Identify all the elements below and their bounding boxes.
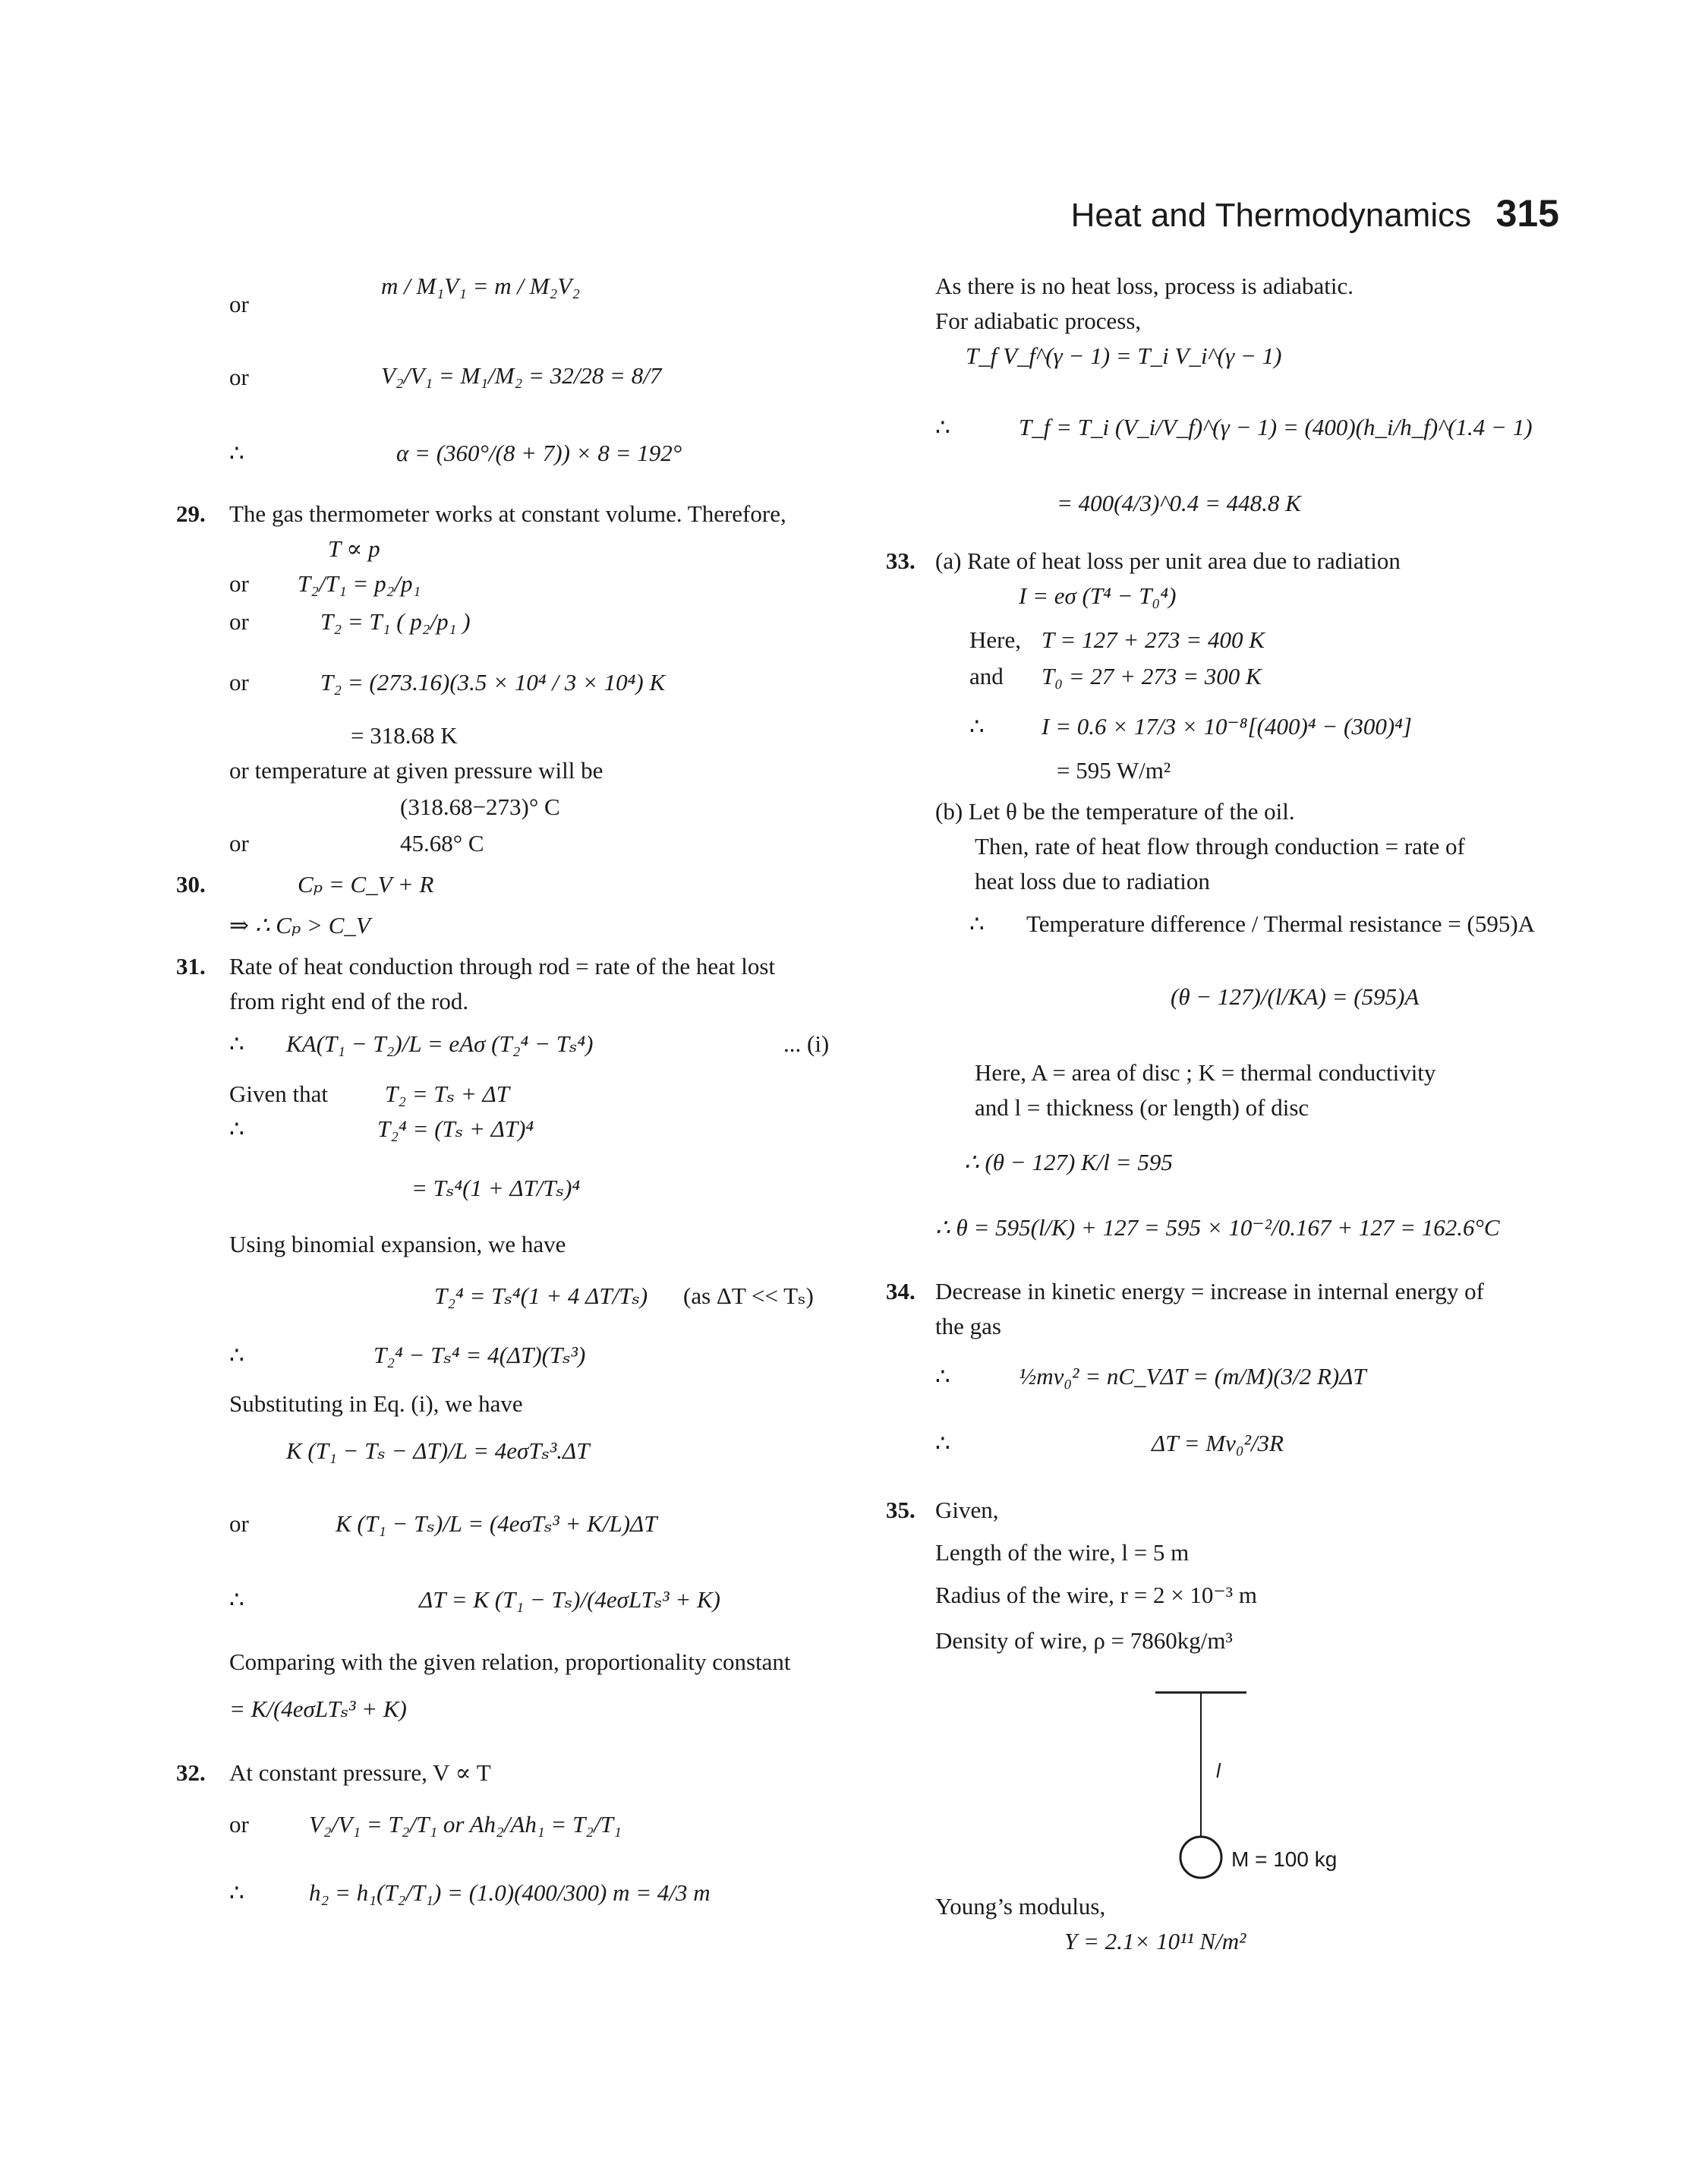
- text-35e: Young’s modulus,: [935, 1893, 1106, 1920]
- text-31e: Using binomial expansion, we have: [229, 1231, 566, 1257]
- eq-34a: ∴ ½mv₀² = nC_VΔT = (m/M)(3/2 R)ΔT: [935, 1363, 1366, 1390]
- wire-length-label: l: [1216, 1759, 1221, 1782]
- question-number: 34.: [886, 1278, 915, 1304]
- q32-heading: 32. At constant pressure, V ∝ T: [176, 1756, 844, 1796]
- q34-heading: 34. Decrease in kinetic energy = increase in internal energy of: [935, 1275, 1543, 1310]
- eq-32a: or V₂/V₁ = T₂/T₁ or Ah₂/Ah₁ = T₂/T₁: [229, 1811, 622, 1838]
- q35-heading: 35. Given,: [935, 1494, 1543, 1536]
- text-33i: heat loss due to radiation: [975, 868, 1210, 894]
- text-31h: Substituting in Eq. (i), we have: [229, 1390, 523, 1417]
- text-31b: from right end of the rod.: [229, 988, 469, 1014]
- eq-28a: or m / M₁V₁ = m / M₂V₂: [229, 273, 581, 317]
- mass-label: M = 100 kg: [1231, 1847, 1338, 1871]
- eq-31b: Given that T₂ = Tₛ + ΔT: [229, 1080, 509, 1107]
- eq-29e: = 318.68 K: [351, 722, 458, 749]
- q30-heading: 30. Cₚ = C_V + R: [176, 868, 844, 909]
- page-number: 315: [1495, 192, 1559, 235]
- q33-heading: 33. (a) Rate of heat loss per unit area due to radiation: [935, 544, 1543, 579]
- eq-30b: ⇒ ∴ Cₚ > C_V: [229, 912, 370, 939]
- left-column: [176, 270, 844, 1932]
- text-34b: the gas: [935, 1313, 1001, 1339]
- eq-28c: ∴ α = (360°/(8 + 7)) × 8 = 192°: [229, 440, 682, 466]
- eq-31i: K (T₁ − Tₛ − ΔT)/L = 4eσTₛ³.ΔT: [286, 1437, 590, 1464]
- eq-33j: ∴ Temperature difference / Thermal resistance = (595)A: [969, 910, 1536, 937]
- question-number: 30.: [176, 871, 206, 897]
- eq-33f: = 595 W/m²: [1057, 757, 1171, 784]
- eq-29b: or T₂/T₁ = p₂/p₁: [229, 570, 421, 597]
- mass-bob: [1180, 1837, 1221, 1878]
- wire-mass-figure: [935, 1670, 1543, 1890]
- text-33h: Then, rate of heat flow through conduction = rate of: [975, 833, 1465, 860]
- text-35b: Length of the wire, l = 5 m: [935, 1539, 1190, 1566]
- eq-r32-4: ∴ T_f = T_i (V_i/V_f)^(γ − 1) = (400)(h_i/h_f)^(1.4 − 1): [935, 414, 1533, 440]
- eq-33c: Here, T = 127 + 273 = 400 K: [969, 626, 1265, 653]
- text-r32-1: As there is no heat loss, process is adiabatic.: [935, 273, 1353, 299]
- text-29f: or temperature at given pressure will be: [229, 757, 603, 784]
- eq-31f: T₂⁴ = Tₛ⁴(1 + 4 ΔT/Tₛ) (as ΔT << Tₛ): [434, 1282, 814, 1309]
- question-number: 31.: [176, 953, 206, 980]
- eq-r32-3: T_f V_f^(γ − 1) = T_i V_i^(γ − 1): [966, 342, 1282, 369]
- eq-35f: Y = 2.1× 10¹¹ N/m²: [1064, 1928, 1246, 1954]
- eq-33e: ∴ I = 0.6 × 17/3 × 10⁻⁸[(400)⁴ − (300)⁴]: [969, 713, 1412, 740]
- eq-33k: (θ − 127)/(l/KA) = (595)A: [1171, 983, 1420, 1010]
- eq-31d: = Tₛ⁴(1 + ΔT/Tₛ)⁴: [411, 1175, 581, 1201]
- eq-28b: or V₂/V₁ = M₁/M₂ = 32/28 = 8/7: [229, 362, 662, 390]
- text-31l: Comparing with the given relation, proportionality constant: [229, 1648, 791, 1675]
- eq-r32-5: = 400(4/3)^0.4 = 448.8 K: [1057, 490, 1301, 516]
- question-number: 29.: [176, 500, 206, 527]
- eq-31k: ∴ ΔT = K (T₁ − Tₛ)/(4eσLTₛ³ + K): [229, 1586, 720, 1613]
- text-35d: Density of wire, ρ = 7860kg/m³: [935, 1627, 1233, 1654]
- eq-31a: ∴ KA(T₁ − T₂)/L = eAσ (T₂⁴ − Tₛ⁴) ... (i): [229, 1030, 830, 1057]
- eq-34b: ∴ ΔT = Mv₀²/3R: [935, 1430, 1284, 1456]
- eq-31g: ∴ T₂⁴ − Tₛ⁴ = 4(ΔT)(Tₛ³): [229, 1342, 586, 1368]
- eq-29a: T ∝ p: [328, 535, 380, 562]
- eq-33b: I = eσ (T⁴ − T₀⁴): [1019, 582, 1177, 609]
- question-number: 35.: [886, 1497, 915, 1523]
- eq-33n: ∴ (θ − 127) K/l = 595: [964, 1149, 1173, 1175]
- eq-29c: or T₂ = T₁ ( p₂/p₁ ): [229, 608, 471, 635]
- eq-31j: or K (T₁ − Tₛ)/L = (4eσTₛ³ + K/L)ΔT: [229, 1510, 657, 1537]
- q31-heading: 31. Rate of heat conduction through rod = rate of the heat lost: [176, 950, 844, 985]
- question-number: 32.: [176, 1759, 206, 1786]
- eq-29d: or T₂ = (273.16)(3.5 × 10⁴ / 3 × 10⁴) K: [229, 669, 666, 696]
- text-33l: Here, A = area of disc ; K = thermal conductivity: [975, 1059, 1436, 1086]
- eq-32b: ∴ h₂ = h₁(T₂/T₁) = (1.0)(400/300) m = 4/3 m: [229, 1879, 711, 1906]
- text-33m: and l = thickness (or length) of disc: [975, 1094, 1309, 1121]
- chapter-title: Heat and Thermodynamics: [1070, 197, 1472, 234]
- right-column: [886, 270, 1543, 1963]
- eq-31m: = K/(4eσLTₛ³ + K): [229, 1696, 407, 1722]
- text-35c: Radius of the wire, r = 2 × 10⁻³ m: [935, 1582, 1257, 1608]
- running-header: [1071, 191, 1559, 235]
- text-r32-2: For adiabatic process,: [935, 308, 1142, 334]
- q29-heading: 29. The gas thermometer works at constant volume. Therefore,: [176, 497, 844, 532]
- eq-33o: ∴ θ = 595(l/K) + 127 = 595 × 10⁻²/0.167 + 127 = 162.6°C: [935, 1214, 1500, 1241]
- question-number: 33.: [886, 547, 915, 574]
- eq-33d: and T₀ = 27 + 273 = 300 K: [969, 663, 1262, 689]
- eq-29g: (318.68−273)° C: [400, 793, 560, 820]
- text-33g: (b) Let θ be the temperature of the oil.: [935, 798, 1295, 825]
- eq-29h: or 45.68° C: [229, 830, 484, 856]
- eq-31c: ∴ T₂⁴ = (Tₛ + ΔT)⁴: [229, 1115, 534, 1142]
